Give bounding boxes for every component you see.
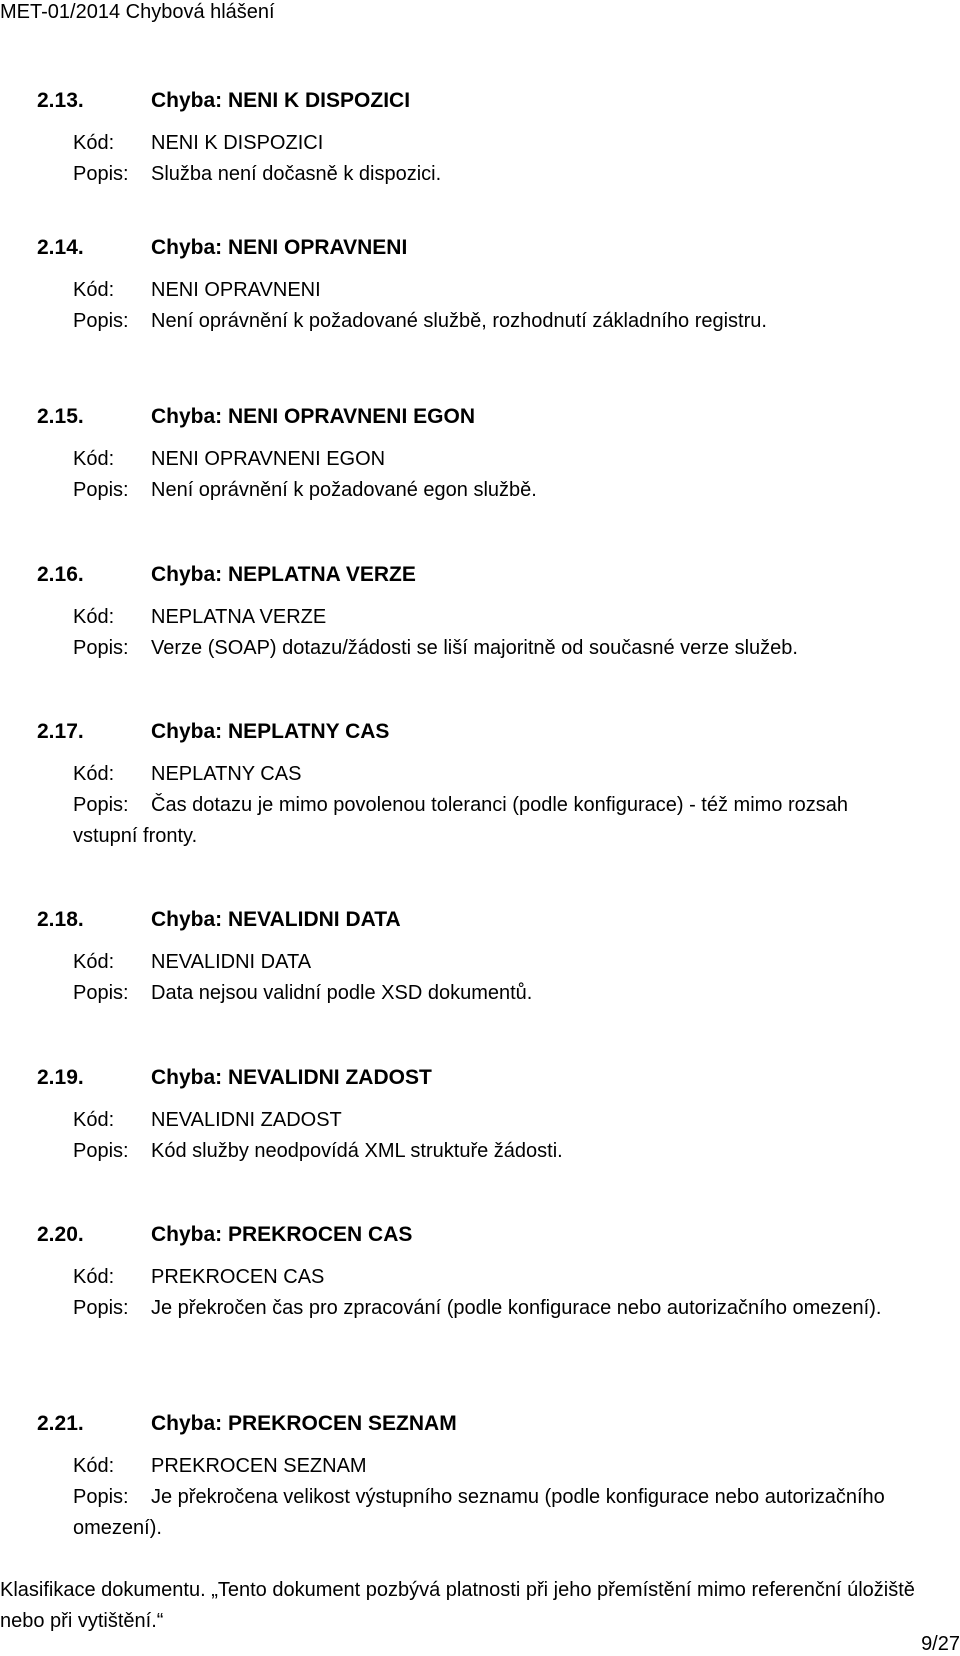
error-section xyxy=(0,1065,960,1167)
code-label: Kód: xyxy=(73,1455,115,1477)
description-value: Je překročena velikost výstupního seznamu (podle konfigurace nebo autorizačního omezení). xyxy=(73,1486,885,1539)
description-label: Popis: xyxy=(73,1486,129,1508)
code-value: NEVALIDNI DATA xyxy=(151,951,312,973)
section-heading xyxy=(0,404,960,444)
error-section xyxy=(0,1411,960,1544)
section-number: 2.14. xyxy=(37,236,84,259)
section-number: 2.20. xyxy=(37,1223,84,1246)
code-row xyxy=(0,602,960,633)
description-value: Verze (SOAP) dotazu/žádosti se liší majoritně od současné verze služeb. xyxy=(151,637,798,659)
description-value: Služba není dočasně k dispozici. xyxy=(151,163,442,185)
description-row xyxy=(0,1293,903,1324)
description-label: Popis: xyxy=(73,1140,129,1162)
code-label: Kód: xyxy=(73,448,115,470)
section-heading xyxy=(0,907,960,947)
code-row xyxy=(0,759,960,790)
code-value: NEVALIDNI ZADOST xyxy=(151,1109,342,1131)
section-title: Chyba: NENI K DISPOZICI xyxy=(151,89,411,112)
description-value: Není oprávnění k požadované službě, rozhodnutí základního registru. xyxy=(151,310,767,332)
code-label: Kód: xyxy=(73,279,115,301)
error-section xyxy=(0,235,960,337)
footer-classification: Klasifikace dokumentu. „Tento dokument pozbývá platnosti při jeho přemístění mimo referenční úložiště nebo při vytištění.“ xyxy=(0,1579,915,1632)
section-title: Chyba: NENI OPRAVNENI EGON xyxy=(151,405,475,428)
description-label: Popis: xyxy=(73,794,129,816)
description-row xyxy=(0,1482,903,1544)
page-number: 9/27 xyxy=(921,1633,960,1655)
section-number: 2.17. xyxy=(37,720,84,743)
section-heading xyxy=(0,562,960,602)
description-label: Popis: xyxy=(73,163,129,185)
error-section xyxy=(0,719,960,852)
description-row xyxy=(0,306,960,337)
error-section xyxy=(0,88,960,190)
description-row xyxy=(0,978,960,1009)
section-title: Chyba: NEPLATNY CAS xyxy=(151,720,390,743)
code-row xyxy=(0,1105,960,1136)
description-label: Popis: xyxy=(73,310,129,332)
error-section xyxy=(0,404,960,506)
code-row xyxy=(0,128,960,159)
description-value: Čas dotazu je mimo povolenou toleranci (podle konfigurace) - též mimo rozsah vstupní fronty. xyxy=(73,794,849,847)
code-value: NENI OPRAVNENI xyxy=(151,279,321,301)
section-title: Chyba: NEVALIDNI DATA xyxy=(151,908,401,931)
code-label: Kód: xyxy=(73,951,115,973)
description-label: Popis: xyxy=(73,982,129,1004)
code-value: PREKROCEN SEZNAM xyxy=(151,1455,367,1477)
section-heading xyxy=(0,235,960,275)
error-section xyxy=(0,907,960,1009)
code-row xyxy=(0,275,960,306)
section-title: Chyba: PREKROCEN SEZNAM xyxy=(151,1412,457,1435)
description-value: Je překročen čas pro zpracování (podle konfigurace nebo autorizačního omezení). xyxy=(151,1297,882,1319)
description-row xyxy=(0,475,960,506)
section-title: Chyba: NENI OPRAVNENI xyxy=(151,236,408,259)
section-heading xyxy=(0,1222,960,1262)
description-label: Popis: xyxy=(73,479,129,501)
error-section xyxy=(0,562,960,664)
code-row xyxy=(0,1262,960,1293)
description-row xyxy=(0,1136,960,1167)
description-value: Data nejsou validní podle XSD dokumentů. xyxy=(151,982,533,1004)
description-row xyxy=(0,790,903,852)
code-value: NENI K DISPOZICI xyxy=(151,132,324,154)
code-label: Kód: xyxy=(73,1266,115,1288)
description-value: Kód služby neodpovídá XML struktuře žádosti. xyxy=(151,1140,563,1162)
section-heading xyxy=(0,1411,960,1451)
section-number: 2.19. xyxy=(37,1066,84,1089)
section-heading xyxy=(0,1065,960,1105)
section-heading xyxy=(0,88,960,128)
section-title: Chyba: NEPLATNA VERZE xyxy=(151,563,416,586)
description-value: Není oprávnění k požadované egon službě. xyxy=(151,479,537,501)
section-number: 2.21. xyxy=(37,1412,84,1435)
section-number: 2.18. xyxy=(37,908,84,931)
code-value: NEPLATNA VERZE xyxy=(151,606,327,628)
description-label: Popis: xyxy=(73,1297,129,1319)
description-label: Popis: xyxy=(73,637,129,659)
code-value: NEPLATNY CAS xyxy=(151,763,302,785)
description-row xyxy=(0,159,960,190)
code-row xyxy=(0,1451,960,1482)
code-label: Kód: xyxy=(73,132,115,154)
code-row xyxy=(0,947,960,978)
section-number: 2.15. xyxy=(37,405,84,428)
code-label: Kód: xyxy=(73,1109,115,1131)
section-title: Chyba: NEVALIDNI ZADOST xyxy=(151,1066,432,1089)
section-title: Chyba: PREKROCEN CAS xyxy=(151,1223,413,1246)
code-row xyxy=(0,444,960,475)
code-value: PREKROCEN CAS xyxy=(151,1266,325,1288)
code-label: Kód: xyxy=(73,606,115,628)
description-row xyxy=(0,633,960,664)
document-header: MET-01/2014 Chybová hlášení xyxy=(0,1,275,23)
code-value: NENI OPRAVNENI EGON xyxy=(151,448,386,470)
code-label: Kód: xyxy=(73,763,115,785)
section-heading xyxy=(0,719,960,759)
section-number: 2.16. xyxy=(37,563,84,586)
error-section xyxy=(0,1222,960,1324)
section-number: 2.13. xyxy=(37,89,84,112)
